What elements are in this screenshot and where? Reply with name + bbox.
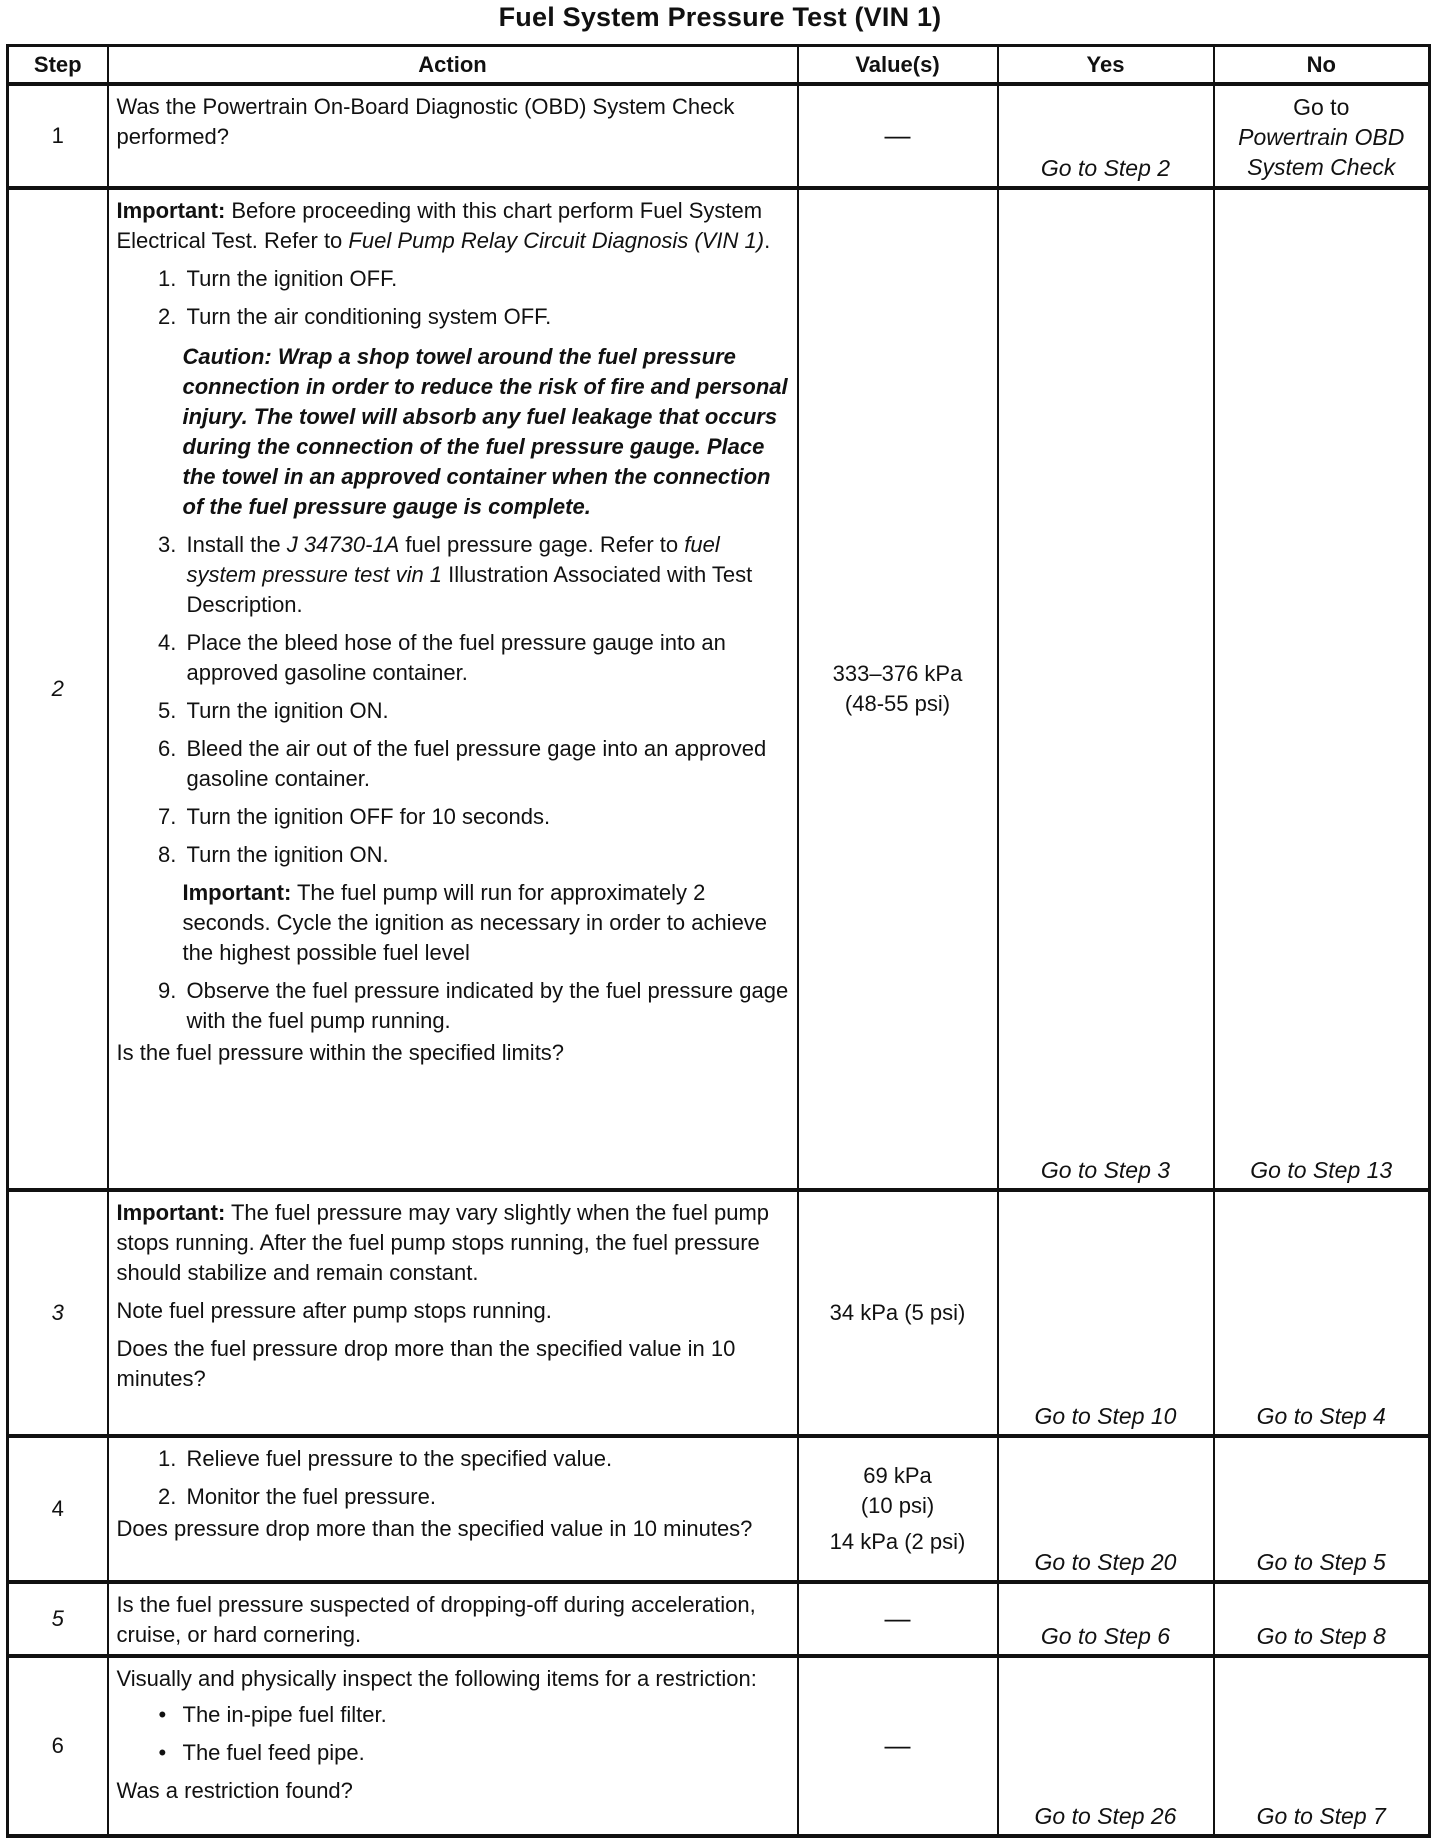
substep-3-b: fuel pressure gage. Refer to	[399, 532, 685, 557]
step-number: 1	[8, 84, 108, 188]
value-cell	[798, 188, 998, 1190]
value-cell	[798, 1656, 998, 1836]
action-cell	[108, 1656, 798, 1836]
yes-link[interactable]: Go to Step 3	[998, 188, 1214, 1190]
table-row-step-3	[8, 1190, 1430, 1436]
header-row	[8, 46, 1430, 85]
step-number: 6	[8, 1656, 108, 1836]
substep-5: 5. Turn the ignition ON.	[183, 696, 789, 726]
important-text: Before proceeding with this chart perform Fuel System Electrical Test. Refer to	[116, 198, 763, 253]
table-row-step-4	[8, 1436, 1430, 1582]
action-cell	[108, 1190, 798, 1436]
value-dash: —	[884, 120, 911, 150]
table-row-step-1	[8, 84, 1430, 188]
no-link[interactable]: Go to Step 7	[1214, 1656, 1430, 1836]
step-number	[8, 1582, 108, 1656]
no-line-3: System Check	[1247, 154, 1396, 180]
value-line-2: (10 psi)	[860, 1493, 935, 1518]
substep-2-text: Turn the air conditioning system OFF.	[186, 304, 552, 329]
inspection-item-1: • The in-pipe fuel filter.	[183, 1700, 789, 1730]
no-link[interactable]: Go to Step 8	[1214, 1582, 1430, 1656]
substep-8-text: Turn the ignition ON.	[186, 842, 389, 867]
table-row-step-6	[8, 1656, 1430, 1836]
yes-link[interactable]: Go to Step 2	[998, 84, 1214, 188]
question-text: Was a restriction found?	[116, 1778, 353, 1803]
page-title: Fuel System Pressure Test (VIN 1)	[498, 2, 942, 32]
header-yes: Yes	[998, 46, 1214, 85]
value-cell	[798, 1436, 998, 1582]
substep-3	[183, 530, 789, 620]
important-end: .	[764, 228, 771, 253]
substep-3-c: Illustration Associated with Test Description.	[186, 562, 753, 617]
value-line-3: 14 kPa (2 psi)	[829, 1529, 966, 1554]
substep-7: 7. Turn the ignition OFF for 10 seconds.	[183, 802, 789, 832]
substep-6: 6. Bleed the air out of the fuel pressure gage into an approved gasoline container.	[183, 734, 789, 794]
value-line-2: (48-55 psi)	[844, 691, 951, 716]
value-cell: 34 kPa (5 psi)	[798, 1190, 998, 1436]
no-link[interactable]: Go to Step 5	[1214, 1436, 1430, 1582]
action-text: Is the fuel pressure suspected of dropping-off during acceleration, cruise, or hard cornering.	[116, 1592, 756, 1647]
substep-1: 1. Relieve fuel pressure to the specified value.	[183, 1444, 789, 1474]
no-line-1: Go to	[1293, 94, 1350, 120]
action-cell	[108, 188, 798, 1190]
inspection-item-2: • The fuel feed pipe.	[183, 1738, 789, 1768]
substeps-list	[117, 264, 789, 1036]
header-no: No	[1214, 46, 1430, 85]
intro-text: Visually and physically inspect the following items for a restriction:	[116, 1666, 757, 1691]
substep-2: 2. Monitor the fuel pressure.	[183, 1482, 789, 1512]
step-number-text: 3	[51, 1300, 64, 1325]
action-cell	[108, 84, 798, 188]
step-number	[8, 188, 108, 1190]
important-label: Important:	[116, 1200, 226, 1225]
action-text: Was the Powertrain On-Board Diagnostic (OBD) System Check performed?	[116, 94, 735, 149]
caution-note: Caution: Wrap a shop towel around the fuel pressure connection in order to reduce the risk of fire and personal injury. The towel will absorb any fuel leakage that occurs during the connection of the fuel pressure gauge. Place the towel in an approved container when the connection of the fuel pressure gauge is complete.	[182, 344, 788, 519]
value-dash: —	[884, 1603, 911, 1633]
yes-link[interactable]: Go to Step 10	[998, 1190, 1214, 1436]
action-cell	[108, 1582, 798, 1656]
no-link[interactable]: Go to Step 4	[1214, 1190, 1430, 1436]
value-cell	[798, 84, 998, 188]
step-number-text: 2	[51, 676, 64, 701]
yes-link[interactable]: Go to Step 20	[998, 1436, 1214, 1582]
important-label: Important:	[116, 198, 226, 223]
important-note-2	[183, 878, 789, 968]
important-ref[interactable]: Fuel Pump Relay Circuit Diagnosis (VIN 1)	[348, 228, 765, 253]
tool-name: J 34730-1A	[286, 532, 400, 557]
yes-link[interactable]: Go to Step 6	[998, 1582, 1214, 1656]
procedure-table	[6, 44, 1431, 1838]
value-line-1: 69 kPa	[863, 1463, 932, 1488]
illustration-ref[interactable]: fuel system pressure test vin 1	[186, 532, 720, 587]
substep-1: 1. Turn the ignition OFF.	[183, 264, 789, 294]
header-values: Value(s)	[798, 46, 998, 85]
substep-3-a: Install the	[186, 532, 287, 557]
substep-9: 9. Observe the fuel pressure indicated by the fuel pressure gage with the fuel pump running.	[183, 976, 789, 1036]
note-text: Note fuel pressure after pump stops running.	[116, 1298, 552, 1323]
header-action: Action	[108, 46, 798, 85]
action-cell	[108, 1436, 798, 1582]
value-line-1: 333–376 kPa	[832, 661, 963, 686]
inspection-list	[117, 1700, 789, 1768]
value-dash: —	[884, 1730, 911, 1760]
substep-4: 4. Place the bleed hose of the fuel pressure gauge into an approved gasoline container.	[183, 628, 789, 688]
table-row-step-5	[8, 1582, 1430, 1656]
important-text: The fuel pressure may vary slightly when the fuel pump stops running. After the fuel pump stops running, the fuel pressure should stabilize and remain constant.	[116, 1200, 770, 1285]
question-text: Is the fuel pressure within the specified limits?	[116, 1040, 565, 1065]
question-text: Does the fuel pressure drop more than the specified value in 10 minutes?	[116, 1336, 736, 1391]
no-link[interactable]	[1214, 84, 1430, 188]
header-step: Step	[8, 46, 108, 85]
no-line-2: Powertrain OBD	[1238, 124, 1405, 150]
important-label: Important:	[182, 880, 292, 905]
step-number	[8, 1190, 108, 1436]
yes-link[interactable]: Go to Step 26	[998, 1656, 1214, 1836]
important-text: The fuel pump will run for approximately 2 seconds. Cycle the ignition as necessary in order to achieve the highest possible fuel level	[182, 880, 768, 965]
substep-2	[183, 302, 789, 522]
no-link[interactable]: Go to Step 13	[1214, 188, 1430, 1190]
step-number-text: 5	[51, 1606, 64, 1631]
substeps-list	[117, 1444, 789, 1512]
question-text: Does pressure drop more than the specified value in 10 minutes?	[116, 1516, 753, 1541]
important-note	[117, 1198, 789, 1288]
step-number: 4	[8, 1436, 108, 1582]
table-row-step-2	[8, 188, 1430, 1190]
important-note	[117, 196, 789, 256]
value-cell	[798, 1582, 998, 1656]
substep-8	[183, 840, 789, 968]
